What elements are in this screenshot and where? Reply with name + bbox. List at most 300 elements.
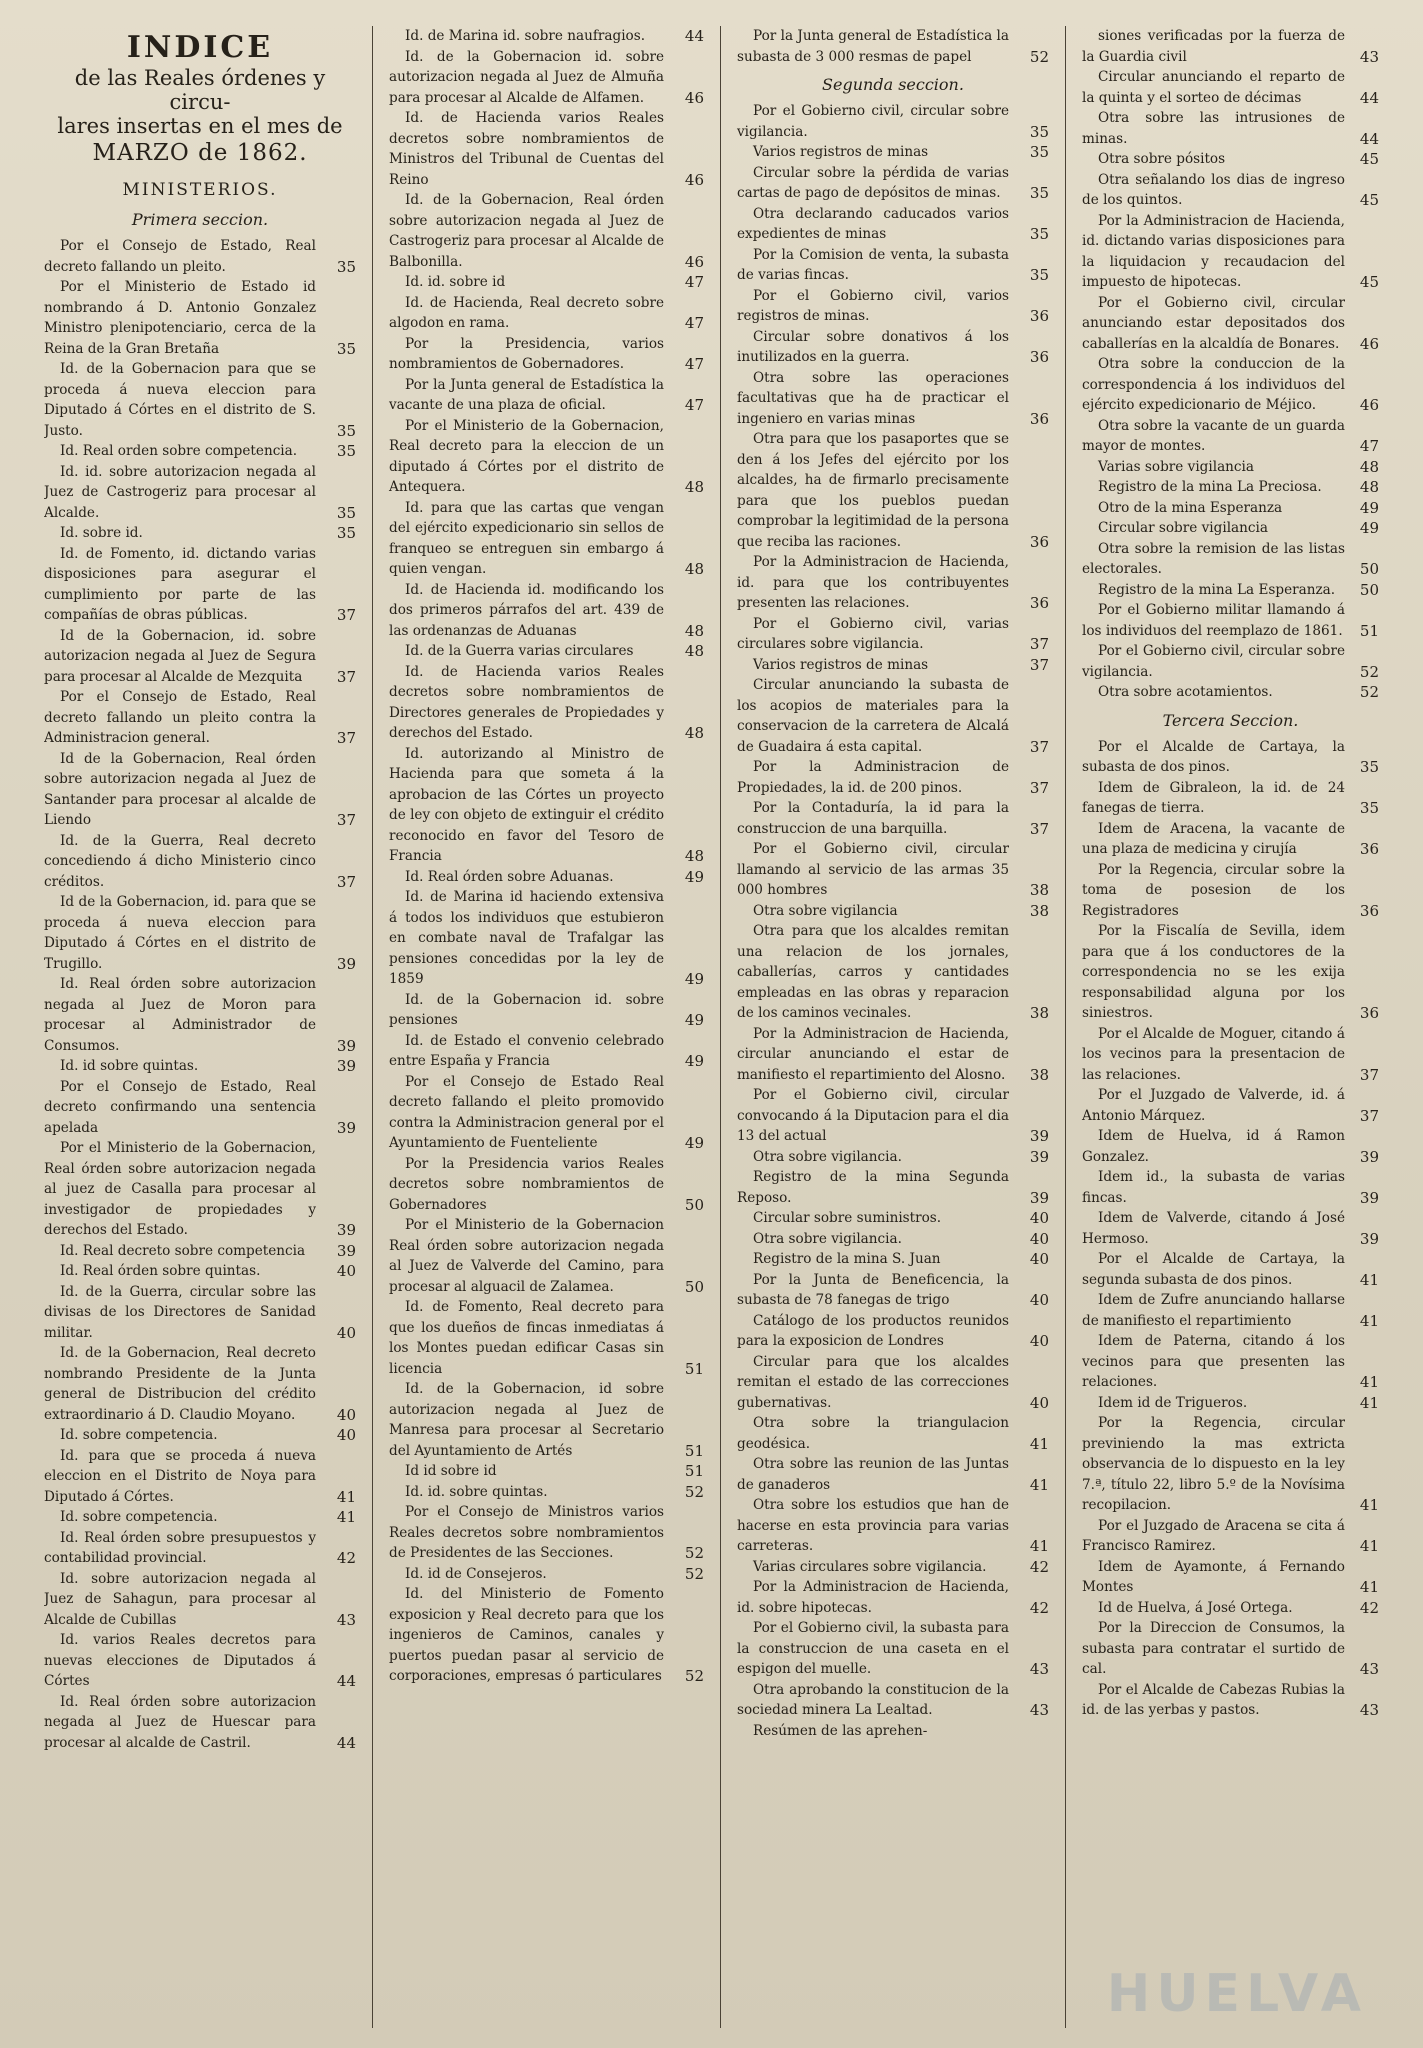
page-number: 37 bbox=[1029, 655, 1049, 674]
entry-text: Id. sobre id. bbox=[60, 525, 143, 541]
primera-seccion-heading: Primera seccion. bbox=[131, 210, 269, 229]
entry-text: Registro de la mina La Preciosa. bbox=[1098, 479, 1322, 495]
index-entry bbox=[1082, 1618, 1379, 1680]
page-number: 36 bbox=[1359, 840, 1379, 858]
page-number: 39 bbox=[336, 1241, 356, 1260]
page-number: 40 bbox=[1029, 1393, 1049, 1412]
entry-text: Por el Ministerio de la Gobernacion Real órden sobre autorizacion negada al Juez de Valverde del Camino, para procesar al alguacil de Zalamea. bbox=[389, 1217, 664, 1295]
page-number: 39 bbox=[1359, 1229, 1379, 1248]
index-entry bbox=[1082, 67, 1379, 108]
entry-text: Varias sobre vigilancia bbox=[1098, 458, 1254, 475]
index-entry bbox=[1082, 539, 1379, 580]
index-entry bbox=[737, 327, 1049, 368]
index-entry bbox=[1082, 518, 1379, 539]
entry-text: Otra sobre la remision de las listas electorales. bbox=[1082, 540, 1345, 577]
page-number: 39 bbox=[1359, 1147, 1379, 1166]
page-number: 52 bbox=[684, 1564, 704, 1583]
entry-text: Otra sobre la vacante de un guarda mayor de montes. bbox=[1082, 417, 1345, 454]
index-entry bbox=[1082, 1085, 1379, 1126]
index-entry bbox=[389, 887, 704, 990]
entry-text: Por la Junta general de Estadística la subasta de 3 000 resmas de papel bbox=[737, 28, 1009, 65]
index-entry bbox=[1082, 108, 1379, 149]
index-entry bbox=[389, 867, 704, 888]
entry-text: Por la Administracion de Propiedades, la id. de 200 pinos. bbox=[737, 759, 1009, 796]
index-entry bbox=[389, 1154, 704, 1216]
entry-text: Id id sobre id bbox=[405, 1463, 497, 1479]
index-entry bbox=[1082, 921, 1379, 1024]
entry-text: Circular sobre la pérdida de varias cartas de pago de depósitos de minas. bbox=[737, 164, 1009, 201]
index-entry bbox=[44, 462, 356, 524]
entry-text: Idem de Paterna, citando á los vecinos para que presenten las relaciones. bbox=[1082, 1333, 1345, 1390]
month-heading: MARZO de 1862. bbox=[92, 140, 308, 166]
page-number: 35 bbox=[336, 339, 356, 358]
page-number: 43 bbox=[1359, 47, 1379, 66]
entry-text: Por el Gobierno civil, circular llamando al servicio de las armas 35 000 hombres bbox=[737, 841, 1009, 898]
column-3-entries bbox=[737, 101, 1049, 1741]
entry-text: Id. Real órden sobre autorizacion negada al Juez de Moron para procesar al Administrador de Consumos. bbox=[44, 976, 316, 1054]
page-number: 39 bbox=[336, 1221, 356, 1239]
entry-text: Por la Contaduría, la id para la construccion de una barquilla. bbox=[737, 800, 1009, 837]
index-entry bbox=[44, 1507, 356, 1528]
entry-text: Por el Ministerio de la Gobernacion, Real decreto para la eleccion de un diputado á Córtes por el distrito de Antequera. bbox=[389, 417, 664, 495]
index-entry bbox=[737, 675, 1049, 757]
page-number: 37 bbox=[336, 606, 356, 624]
entry-text: Otra sobre los estudios que han de hacerse en esta provincia para varias carreteras. bbox=[737, 1497, 1009, 1554]
index-entry bbox=[44, 544, 356, 626]
entry-text: Por la Presidencia varios Reales decretos sobre nombramientos de Gobernadores bbox=[389, 1155, 664, 1213]
index-entry bbox=[389, 580, 704, 642]
entry-text: Por el Alcalde de Moguer, citando á los vecinos para la presentacion de las relaciones. bbox=[1082, 1025, 1345, 1083]
entry-text: Id. de la Gobernacion, Real decreto nombrando Presidente de la Junta general de Distribucion del crédito extraordinario á D. Claudio Moyano. bbox=[44, 1345, 316, 1423]
page-number: 50 bbox=[1359, 560, 1379, 578]
entry-text: Otra aprobando la constitucion de la sociedad minera La Lealtad. bbox=[737, 1681, 1009, 1718]
page-number: 41 bbox=[336, 1508, 356, 1526]
index-entry bbox=[737, 1495, 1049, 1557]
page-number: 48 bbox=[1359, 478, 1379, 496]
index-entry bbox=[44, 1343, 356, 1425]
page-number: 39 bbox=[336, 1057, 356, 1075]
index-entry bbox=[44, 441, 356, 462]
index-entry bbox=[1082, 1126, 1379, 1167]
entry-text: Por el Consejo de Ministros varios Reales decretos sobre nombramientos de Presidentes de las Secciones. bbox=[389, 1504, 664, 1561]
page-number: 49 bbox=[684, 1011, 704, 1029]
entry-text: Idem de Huelva, id á Ramon Gonzalez. bbox=[1082, 1128, 1345, 1165]
page-number: 51 bbox=[684, 1441, 704, 1460]
entry-text: Idem id., la subasta de varias fincas. bbox=[1082, 1169, 1345, 1206]
index-entry bbox=[1082, 457, 1379, 478]
entry-text: Id de la Gobernacion, id. para que se proceda á nueva eleccion para Diputado á Córtes en el distrito de Trugillo. bbox=[44, 894, 316, 972]
entry-text: Id. id. sobre autorizacion negada al Juez de Castrogeriz para procesar al Alcalde. bbox=[44, 463, 316, 521]
entry-text: Circular sobre vigilancia bbox=[1098, 520, 1268, 536]
page-number: 43 bbox=[336, 1610, 356, 1629]
entry-text: Circular anunciando la subasta de los acopios de materiales para la conservacion de la carretera de Alcalá de Guadaira á esta capital. bbox=[737, 677, 1009, 755]
subtitle-line-1: de las Reales órdenes y circu- bbox=[74, 66, 326, 114]
entry-text: Por el Alcalde de Cabezas Rubias la id. de las yerbas y pastos. bbox=[1082, 1681, 1345, 1718]
index-entry bbox=[1082, 149, 1379, 170]
page-number: 35 bbox=[1029, 225, 1049, 243]
entry-text: Id. de Hacienda, Real decreto sobre algodon en rama. bbox=[389, 294, 664, 331]
page-number: 39 bbox=[336, 954, 356, 973]
entry-text: Varias circulares sobre vigilancia. bbox=[753, 1558, 987, 1575]
page-number: 50 bbox=[684, 1277, 704, 1296]
entry-text: Otra sobre pósitos bbox=[1098, 151, 1226, 167]
page-number: 49 bbox=[684, 970, 704, 988]
entry-text: Id de la Gobernacion, id. sobre autorizacion negada al Juez de Segura para procesar al Alcalde de Mezquita bbox=[44, 627, 316, 685]
index-entry bbox=[1082, 26, 1379, 67]
page-number: 48 bbox=[684, 847, 704, 865]
page-number: 47 bbox=[1359, 437, 1379, 455]
index-entry bbox=[1082, 737, 1379, 778]
index-entry bbox=[737, 839, 1049, 901]
index-entry bbox=[389, 1215, 704, 1297]
entry-text: Por la Administracion de Hacienda, id. para que los contribuyentes presenten las relaciones. bbox=[737, 554, 1009, 611]
index-entry bbox=[737, 1311, 1049, 1352]
index-entry bbox=[1082, 1249, 1379, 1290]
page-number: 41 bbox=[1359, 1537, 1379, 1555]
entry-text: Circular para que los alcaldes remitan el estado de las correcciones gubernativas. bbox=[737, 1353, 1009, 1411]
page-number: 39 bbox=[336, 1118, 356, 1137]
page-number: 37 bbox=[1029, 635, 1049, 653]
index-entry bbox=[1082, 354, 1379, 416]
page-number: 51 bbox=[684, 1359, 704, 1378]
index-entry bbox=[389, 416, 704, 498]
entry-text: Id. del Ministerio de Fomento exposicion y Real decreto para que los ingenieros de Caminos, canales y puertos puedan pasar al servicio de corporaciones, empresas ó particulares bbox=[389, 1586, 664, 1684]
page-number: 40 bbox=[1029, 1209, 1049, 1227]
page-number: 42 bbox=[336, 1549, 356, 1567]
index-title: INDICE bbox=[126, 30, 274, 65]
page-number: 37 bbox=[1029, 819, 1049, 838]
index-entry bbox=[737, 26, 1049, 67]
index-entry bbox=[737, 429, 1049, 552]
entry-text: Varios registros de minas bbox=[753, 144, 929, 160]
entry-text: Otra sobre las intrusiones de minas. bbox=[1082, 110, 1345, 147]
index-entry bbox=[1082, 498, 1379, 519]
index-entry bbox=[44, 1077, 356, 1139]
page-number: 40 bbox=[1029, 1291, 1049, 1309]
entry-text: Id. Real órden sobre autorizacion negada al Juez de Huescar para procesar al alcalde de Castril. bbox=[44, 1693, 316, 1751]
page-number: 39 bbox=[1029, 1127, 1049, 1145]
index-entry bbox=[44, 1056, 356, 1077]
page-number: 41 bbox=[1359, 1393, 1379, 1412]
page-number: 45 bbox=[1359, 150, 1379, 168]
page-number: 40 bbox=[1029, 1229, 1049, 1248]
entry-text: Id. para que se proceda á nueva eleccion en el Distrito de Noya para Diputado á Córtes. bbox=[44, 1447, 316, 1505]
page-number: 46 bbox=[684, 88, 704, 107]
ministerios-heading: MINISTERIOS. bbox=[122, 180, 278, 200]
entry-text: Id. de la Gobernacion id. sobre pensiones bbox=[389, 991, 664, 1028]
column-4-top-entries bbox=[1082, 26, 1379, 703]
entry-text: Id. de la Guerra, circular sobre las divisas de los Directores de Sanidad militar. bbox=[44, 1283, 316, 1341]
index-entry bbox=[389, 1072, 704, 1154]
watermark-text: HUELVA bbox=[1106, 1964, 1367, 2024]
page-number: 36 bbox=[1029, 409, 1049, 428]
entry-text: Id. sobre autorizacion negada al Juez de Sahagun, para procesar al Alcalde de Cubillas bbox=[44, 1570, 316, 1628]
index-entry bbox=[1082, 170, 1379, 211]
entry-text: Id. de la Guerra varias circulares bbox=[405, 643, 634, 659]
index-entry bbox=[737, 1721, 1049, 1742]
index-entry bbox=[389, 1031, 704, 1072]
index-entry bbox=[44, 1261, 356, 1282]
index-entry bbox=[389, 293, 704, 334]
index-entry bbox=[1082, 1290, 1379, 1331]
entry-text: Por el Consejo de Estado, Real decreto confirmando una sentencia apelada bbox=[44, 1078, 316, 1136]
index-entry bbox=[737, 614, 1049, 655]
column-1 bbox=[44, 26, 372, 2028]
entry-text: Registro de la mina Segunda Reposo. bbox=[737, 1169, 1009, 1206]
page-number: 41 bbox=[1359, 1311, 1379, 1330]
index-entry bbox=[389, 334, 704, 375]
entry-text: Id. Real órden sobre Aduanas. bbox=[405, 868, 614, 885]
index-entry bbox=[44, 892, 356, 974]
index-entry bbox=[389, 1461, 704, 1482]
index-entry bbox=[737, 142, 1049, 163]
page-number: 35 bbox=[336, 524, 356, 542]
index-entry bbox=[1082, 819, 1379, 860]
index-entry bbox=[1082, 211, 1379, 293]
index-entry bbox=[44, 1138, 356, 1241]
index-entry bbox=[737, 245, 1049, 286]
page-number: 44 bbox=[1359, 88, 1379, 107]
entry-text: Otra señalando los dias de ingreso de los quintos. bbox=[1082, 171, 1345, 208]
index-entry bbox=[1082, 1557, 1379, 1598]
column-3 bbox=[720, 26, 1065, 2028]
index-entry bbox=[737, 1680, 1049, 1721]
index-entry bbox=[44, 1630, 356, 1692]
entry-text: Id. varios Reales decretos para nuevas elecciones de Diputados á Córtes bbox=[44, 1632, 316, 1689]
archive-watermark bbox=[1047, 1914, 1367, 2024]
page-number: 45 bbox=[1359, 191, 1379, 209]
entry-text: Catálogo de los productos reunidos para la exposicion de Londres bbox=[737, 1312, 1009, 1349]
index-entry bbox=[44, 359, 356, 441]
page-number: 48 bbox=[684, 724, 704, 742]
page-number: 49 bbox=[684, 1134, 704, 1152]
page-number: 40 bbox=[336, 1323, 356, 1342]
index-entry bbox=[1082, 1167, 1379, 1208]
page-number: 35 bbox=[336, 257, 356, 276]
entry-text: Por el Gobierno civil, la subasta para la construccion de una caseta en el espigon del muelle. bbox=[737, 1620, 1009, 1677]
page-number: 52 bbox=[684, 1544, 704, 1562]
entry-text: Por el Gobierno civil, circular sobre vigilancia. bbox=[1082, 643, 1345, 680]
entry-text: Por la Comision de venta, la subasta de varias fincas. bbox=[737, 246, 1009, 283]
index-entry bbox=[1082, 1598, 1379, 1619]
index-entry bbox=[737, 286, 1049, 327]
index-entry bbox=[44, 687, 356, 749]
page-number: 46 bbox=[684, 170, 704, 189]
entry-text: Otra sobre la conduccion de la correspondencia á los individuos del ejército expedicionario de Méjico. bbox=[1082, 356, 1345, 413]
index-entry bbox=[1082, 477, 1379, 498]
entry-text: Id. id sobre quintas. bbox=[60, 1058, 199, 1074]
page-number: 44 bbox=[336, 1733, 356, 1752]
page-number: 37 bbox=[336, 729, 356, 747]
page-number: 48 bbox=[1359, 457, 1379, 476]
entry-text: Por la Administracion de Hacienda, circular anunciando el estar de manifiesto el repartimiento del Alosno. bbox=[737, 1025, 1009, 1083]
page-number: 40 bbox=[336, 1262, 356, 1280]
page-number: 41 bbox=[1359, 1578, 1379, 1596]
page-number: 40 bbox=[1029, 1332, 1049, 1350]
entry-text: Registro de la mina S. Juan bbox=[753, 1251, 941, 1267]
entry-text: Otra sobre vigilancia. bbox=[753, 1148, 902, 1165]
page-number: 37 bbox=[336, 811, 356, 829]
entry-text: Id. de Marina id. sobre naufragios. bbox=[405, 28, 646, 44]
index-entry bbox=[44, 974, 356, 1056]
page-number: 50 bbox=[1359, 580, 1379, 599]
entry-text: Id. de Hacienda varios Reales decretos sobre nombramientos de Ministros del Tribunal de Cuentas del Reino bbox=[389, 110, 664, 188]
index-entry bbox=[1082, 1024, 1379, 1086]
entry-text: Por el Consejo de Estado, Real decreto fallando un pleito. bbox=[44, 238, 316, 275]
page-number: 36 bbox=[1359, 901, 1379, 920]
page-number: 41 bbox=[1359, 1373, 1379, 1391]
entry-text: Id. para que las cartas que vengan del ejército expedicionario sin sellos de franqueo se entreguen sin embargo á quien vengan. bbox=[389, 499, 664, 577]
index-entry bbox=[44, 236, 356, 277]
page-number: 40 bbox=[336, 1405, 356, 1424]
segunda-seccion-heading: Segunda seccion. bbox=[822, 75, 964, 94]
entry-text: Idem de Zufre anunciando hallarse de manifiesto el repartimiento bbox=[1082, 1292, 1345, 1329]
index-entry bbox=[389, 1482, 704, 1503]
index-entry bbox=[389, 1584, 704, 1687]
page-number: 46 bbox=[1359, 396, 1379, 414]
index-entry bbox=[737, 101, 1049, 142]
index-entry bbox=[389, 47, 704, 109]
tercera-seccion-heading: Tercera Seccion. bbox=[1162, 710, 1299, 730]
index-entry bbox=[737, 1577, 1049, 1618]
entry-text: Por el Consejo de Estado, Real decreto fallando un pleito contra la Administracion general. bbox=[44, 689, 316, 746]
index-entry bbox=[1082, 293, 1379, 355]
page-number: 38 bbox=[1029, 881, 1049, 899]
entry-text: Id. de Fomento, Real decreto para que los dueños de fincas inmediatas á los Montes puedan edificar Casas sin licencia bbox=[389, 1299, 664, 1377]
page-number: 49 bbox=[684, 867, 704, 886]
index-entry bbox=[1082, 580, 1379, 601]
index-entry bbox=[737, 1249, 1049, 1270]
entry-text: Resúmen de las aprehen- bbox=[753, 1722, 928, 1739]
entry-text: Id de la Gobernacion, Real órden sobre autorizacion negada al Juez de Santander para procesar al alcalde de Liendo bbox=[44, 750, 316, 828]
page-number: 51 bbox=[684, 1462, 704, 1480]
page-number: 49 bbox=[1359, 519, 1379, 537]
entry-text: Por el Consejo de Estado Real decreto fallando el pleito promovido contra la Administracion general por el Ayuntamiento de Fuenteliente bbox=[389, 1073, 664, 1151]
page-number: 52 bbox=[1359, 662, 1379, 681]
index-entry bbox=[389, 1297, 704, 1379]
entry-text: Otra para que los alcaldes remitan una relacion de los jornales, caballerías, carros y cantidades empleadas en las obras y reparacion de los caminos vecinales. bbox=[737, 923, 1009, 1021]
index-entry bbox=[737, 1167, 1049, 1208]
index-entry bbox=[737, 1454, 1049, 1495]
page-number: 45 bbox=[1359, 273, 1379, 291]
page-number: 35 bbox=[1029, 266, 1049, 284]
entry-text: Por el Gobierno civil, circular convocando á la Diputacion para el dia 13 del actual bbox=[737, 1087, 1009, 1144]
index-entry bbox=[44, 626, 356, 688]
entry-text: Id. de la Gobernacion para que se proceda á nueva eleccion para Diputado á Córtes en el distrito de S. Justo. bbox=[44, 361, 316, 439]
entry-text: Id. sobre competencia. bbox=[60, 1509, 218, 1525]
page-number: 50 bbox=[684, 1195, 704, 1214]
page-number: 35 bbox=[336, 442, 356, 460]
index-entry bbox=[1082, 416, 1379, 457]
page-number: 39 bbox=[1029, 1147, 1049, 1166]
column-4 bbox=[1065, 26, 1379, 2028]
page-number: 39 bbox=[1029, 1188, 1049, 1207]
entry-text: Por el Ministerio de la Gobernacion, Real órden sobre autorizacion negada al juez de Casalla para procesar al investigador de propiedades y derechos del Estado. bbox=[44, 1140, 316, 1238]
page-number: 47 bbox=[684, 355, 704, 373]
entry-text: Por la Direccion de Consumos, la subasta para contratar el surtido de cal. bbox=[1082, 1620, 1345, 1677]
entry-text: Id. de la Guerra, Real decreto concediendo á dicho Ministerio cinco créditos. bbox=[44, 832, 316, 890]
index-entry bbox=[737, 1085, 1049, 1147]
index-entry bbox=[389, 190, 704, 272]
entry-text: Varios registros de minas bbox=[753, 656, 929, 673]
index-entry bbox=[44, 749, 356, 831]
entry-text: Id. id de Consejeros. bbox=[405, 1565, 547, 1582]
entry-text: Por la Regencia, circular sobre la toma de posesion de los Registradores bbox=[1082, 861, 1345, 919]
page-number: 41 bbox=[1029, 1475, 1049, 1494]
page-number: 43 bbox=[1029, 1660, 1049, 1678]
page-number: 39 bbox=[1359, 1188, 1379, 1207]
page-number: 49 bbox=[684, 1052, 704, 1070]
index-entry bbox=[737, 1229, 1049, 1250]
page-number: 35 bbox=[1029, 143, 1049, 161]
entry-text: Idem de Gibraleon, la id. de 24 fanegas de tierra. bbox=[1082, 779, 1345, 816]
entry-text: Circular sobre suministros. bbox=[753, 1210, 942, 1226]
page-number: 44 bbox=[336, 1672, 356, 1690]
page-number: 47 bbox=[684, 314, 704, 332]
page-number: 38 bbox=[1029, 901, 1049, 920]
index-entry bbox=[737, 552, 1049, 614]
page-number: 35 bbox=[336, 503, 356, 522]
entry-text: Por la Fiscalía de Sevilla, idem para que á los conductores de la correspondencia no se les exija responsabilidad alguna por los siniestros. bbox=[1082, 923, 1345, 1021]
page-number: 48 bbox=[684, 621, 704, 640]
entry-text: Id. de Marina id haciendo extensiva á todos los individuos que estubieron en combate naval de Trafalgar las pensiones concedidas por la ley de 1859 bbox=[389, 889, 664, 987]
entry-text: Circular sobre donativos á los inutilizados en la guerra. bbox=[737, 328, 1009, 365]
entry-text: Idem de Aracena, la vacante de una plaza de medicina y cirujía bbox=[1082, 820, 1345, 857]
entry-text: Por la Junta de Beneficencia, la subasta de 78 fanegas de trigo bbox=[737, 1271, 1009, 1308]
index-entry bbox=[1082, 1516, 1379, 1557]
entry-text: Id. sobre competencia. bbox=[60, 1427, 218, 1443]
index-entry bbox=[737, 1147, 1049, 1168]
entry-text: Otra sobre vigilancia bbox=[753, 902, 898, 919]
page-number: 42 bbox=[1029, 1557, 1049, 1576]
index-entry bbox=[1082, 1208, 1379, 1249]
entry-text: Por el Gobierno civil, varios registros de minas. bbox=[737, 287, 1009, 324]
page-number: 37 bbox=[1359, 1065, 1379, 1084]
page-number: 52 bbox=[1359, 683, 1379, 701]
entry-text: Otra para que los pasaportes que se den á los Jefes del ejército por los alcaldes, ha de firmarlo precisamente para que los pueblos puedan comprobar la legitimidad de la persona que reciba las raciones. bbox=[737, 431, 1009, 550]
entry-text: Otra sobre acotamientos. bbox=[1098, 684, 1273, 700]
entry-text: Otra declarando caducados varios expedientes de minas bbox=[737, 205, 1009, 242]
index-entry bbox=[389, 990, 704, 1031]
column-1-entries bbox=[44, 236, 356, 1753]
index-entry bbox=[737, 921, 1049, 1024]
index-entry bbox=[737, 1413, 1049, 1454]
page-number: 37 bbox=[1029, 737, 1049, 756]
entry-text: Por la Administracion de Hacienda, id. dictando varias disposiciones para la liquidacion y recaudacion del impuesto de hipotecas. bbox=[1082, 212, 1345, 290]
index-entry bbox=[44, 1528, 356, 1569]
entry-text: Idem de Ayamonte, á Fernando Montes bbox=[1082, 1558, 1345, 1595]
entry-text: Otra sobre vigilancia. bbox=[753, 1230, 902, 1247]
page-number: 46 bbox=[1359, 334, 1379, 353]
entry-text: Id. id. sobre quintas. bbox=[405, 1483, 548, 1500]
index-entry bbox=[737, 1618, 1049, 1680]
page-number: 39 bbox=[336, 1036, 356, 1055]
entry-text: Por la Junta general de Estadística la vacante de una plaza de oficial. bbox=[389, 376, 664, 413]
page-number: 38 bbox=[1029, 1004, 1049, 1022]
page-number: 43 bbox=[1359, 1701, 1379, 1719]
index-entry bbox=[737, 1208, 1049, 1229]
page-number: 37 bbox=[1359, 1106, 1379, 1125]
index-entry bbox=[389, 1564, 704, 1585]
entry-text: Id. de Hacienda id. modificando los dos primeros párrafos del art. 439 de las ordenanzas de Aduanas bbox=[389, 581, 664, 639]
index-entry bbox=[389, 108, 704, 190]
page-number: 48 bbox=[684, 478, 704, 496]
page-number: 41 bbox=[1029, 1434, 1049, 1453]
entry-text: Id de Huelva, á José Ortega. bbox=[1098, 1599, 1293, 1616]
entry-text: Circular anunciando el reparto de la quinta y el sorteo de décimas bbox=[1082, 69, 1345, 106]
page-number: 35 bbox=[1359, 799, 1379, 817]
page-number: 36 bbox=[1029, 594, 1049, 612]
